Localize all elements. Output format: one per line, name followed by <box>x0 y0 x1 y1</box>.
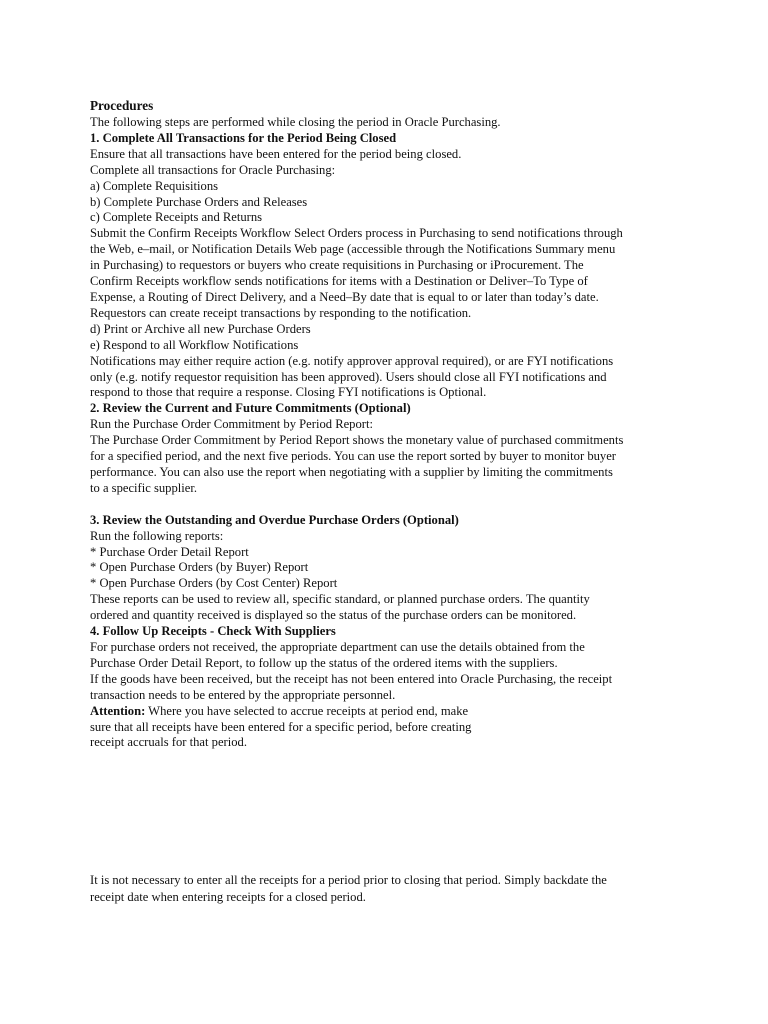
body-line: in Purchasing) to requestors or buyers who create requisitions in Purchasing or iProcurement. The <box>90 258 584 273</box>
body-line: transaction needs to be entered by the appropriate personnel. <box>90 687 396 702</box>
list-item: c) Complete Receipts and Returns <box>90 210 263 225</box>
body-line: Notifications may either require action (e.g. notify approver approval required), or are FYI notifications <box>90 353 614 368</box>
body-line: These reports can be used to review all, specific standard, or planned purchase orders. The quantity <box>90 592 590 607</box>
list-item: d) Print or Archive all new Purchase Orders <box>90 321 311 336</box>
body-line: If the goods have been received, but the receipt has not been entered into Oracle Purchasing, the receipt <box>90 671 613 686</box>
footer-note <box>90 872 690 905</box>
page-title: Procedures <box>90 98 154 113</box>
body-line: Run the following reports: <box>90 528 224 543</box>
body-line: for a specified period, and the next five periods. You can use the report sorted by buyer to monitor buyer <box>90 449 616 464</box>
list-item: b) Complete Purchase Orders and Releases <box>90 194 308 209</box>
body-line: performance. You can also use the report when negotiating with a supplier by limiting the commitments <box>90 464 613 479</box>
list-item: a) Complete Requisitions <box>90 178 219 193</box>
body-line: to a specific supplier. <box>90 480 198 495</box>
body-line: sure that all receipts have been entered for a specific period, before creating <box>90 719 472 734</box>
body-line: The Purchase Order Commitment by Period Report shows the monetary value of purchased commitments <box>90 433 624 448</box>
body-line: the Web, e–mail, or Notification Details Web page (accessible through the Notifications Summary menu <box>90 242 616 257</box>
body-line: Submit the Confirm Receipts Workflow Select Orders process in Purchasing to send notifications through <box>90 226 623 241</box>
section-1-paragraph: Ensure that all transactions have been entered for the period being closed. <box>90 146 462 161</box>
list-item: e) Respond to all Workflow Notifications <box>90 337 299 352</box>
body-line: Run the Purchase Order Commitment by Period Report: <box>90 417 373 432</box>
document-body <box>90 97 690 751</box>
body-line: only (e.g. notify requestor requisition has been approved). Users should close all FYI notifications and <box>90 369 607 384</box>
section-2-heading: 2. Review the Current and Future Commitments (Optional) <box>90 401 411 416</box>
body-line: Confirm Receipts workflow sends notifications for items with a Destination or Deliver–To Type of <box>90 274 588 289</box>
section-1-heading: 1. Complete All Transactions for the Period Being Closed <box>90 130 397 145</box>
attention-text: Where you have selected to accrue receipts at period end, make <box>145 703 469 718</box>
section-3-heading: 3. Review the Outstanding and Overdue Purchase Orders (Optional) <box>90 512 459 527</box>
body-line: receipt accruals for that period. <box>90 735 247 750</box>
body-line: Requestors can create receipt transactions by responding to the notification. <box>90 305 472 320</box>
list-item: * Purchase Order Detail Report <box>90 544 249 559</box>
list-item: * Open Purchase Orders (by Buyer) Report <box>90 560 309 575</box>
body-line: respond to those that require a response. Closing FYI notifications is Optional. <box>90 385 487 400</box>
body-line: For purchase orders not received, the appropriate department can use the details obtained from the <box>90 640 585 654</box>
intro-text: The following steps are performed while closing the period in Oracle Purchasing. <box>90 115 501 129</box>
attention-line <box>90 704 690 720</box>
footer-line: It is not necessary to enter all the receipts for a period prior to closing that period. Simply backdate the <box>90 873 607 887</box>
body-line: Expense, a Routing of Direct Delivery, and a Need–By date that is equal to or later than today’s date. <box>90 289 599 304</box>
attention-label: Attention: <box>90 703 146 718</box>
list-item: * Open Purchase Orders (by Cost Center) Report <box>90 576 338 591</box>
paragraph-gap <box>90 497 690 513</box>
footer-line: receipt date when entering receipts for a closed period. <box>90 889 366 904</box>
section-4-heading: 4. Follow Up Receipts - Check With Suppliers <box>90 624 336 639</box>
body-line: Purchase Order Detail Report, to follow up the status of the ordered items with the suppliers. <box>90 655 558 670</box>
body-line: ordered and quantity received is displayed so the status of the purchase orders can be monitored. <box>90 608 577 623</box>
section-1-paragraph: Complete all transactions for Oracle Purchasing: <box>90 162 336 177</box>
